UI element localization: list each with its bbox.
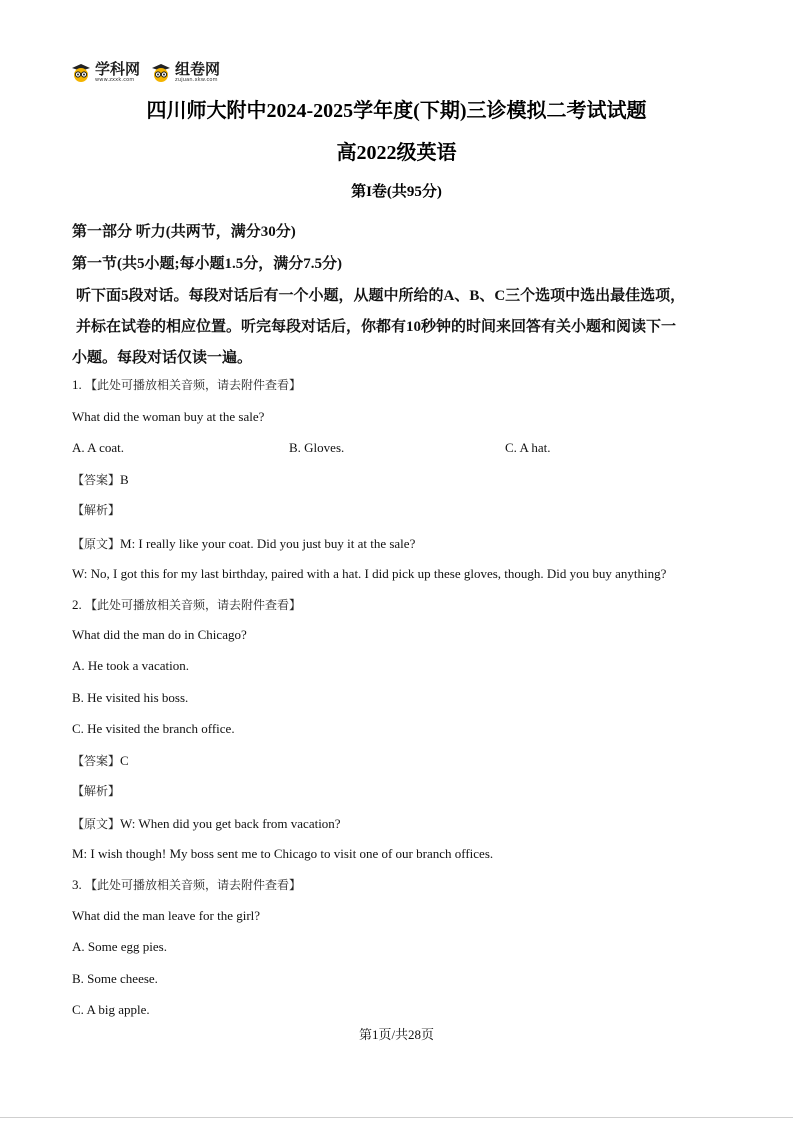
question-text: What did the man do in Chicago? (72, 627, 247, 642)
original-tag: 【原文】 (72, 817, 121, 831)
transcript-line (72, 815, 341, 832)
transcript-line (72, 535, 415, 552)
section-heading: 第一节(共5小题;每小题1.5分，满分7.5分) (72, 256, 342, 272)
answer-value: B (120, 472, 129, 487)
question-text: What did the man leave for the girl? (72, 908, 261, 923)
owl-icon (150, 61, 172, 83)
exam-subtitle: 高2022级英语 (336, 142, 457, 164)
part-heading: 第一部分 听力(共两节，满分30分) (72, 224, 296, 240)
transcript-line: W: No, I got this for my last birthday, paired with a hat. I did pick up these gloves, though. Did you buy anything? (72, 566, 667, 581)
transcript-text: W: When did you get back from vacation? (120, 816, 341, 831)
answer-tag: 【答案】 (72, 473, 121, 487)
question-audio-line (72, 596, 301, 613)
owl-icon (70, 61, 92, 83)
option-c: C. A hat. (505, 440, 551, 455)
question-number: 2. (72, 597, 82, 612)
transcript-text: M: I really like your coat. Did you just buy it at the sale? (120, 536, 416, 551)
instruction-line: 听下面5段对话。每段对话后有一个小题，从题中所给的A、B、C三个选项中选出最佳选项， (76, 288, 686, 304)
audio-link[interactable]: 【此处可播放相关音频，请去附件查看】 (85, 378, 302, 392)
audio-link[interactable]: 【此处可播放相关音频，请去附件查看】 (85, 598, 302, 612)
analysis-tag: 【解析】 (72, 784, 121, 798)
option-c: C. A big apple. (72, 1002, 150, 1017)
option-a: A. He took a vacation. (72, 658, 189, 673)
question-number: 3. (72, 877, 82, 892)
analysis-tag: 【解析】 (72, 503, 121, 517)
exam-title: 四川师大附中2024-2025学年度(下期)三诊模拟二考试试题 (146, 100, 647, 122)
question-audio-line (72, 376, 301, 393)
question-number: 1. (72, 377, 82, 392)
xuekewang-logo (70, 61, 140, 83)
logo-name: 学科网 (95, 60, 141, 78)
answer-line (72, 471, 129, 488)
page-number: 第1页/共28页 (358, 1027, 435, 1042)
logo-bar (70, 58, 220, 86)
option-a: A. A coat. (72, 440, 124, 455)
logo-url: www.zxxk.com (95, 77, 135, 83)
logo-url: zujuan.xkw.com (175, 77, 218, 83)
instruction-line: 并标在试卷的相应位置。听完每段对话后，你都有10秒钟的时间来回答有关小题和阅读下一 (76, 319, 677, 335)
transcript-line: M: I wish though! My boss sent me to Chicago to visit one of our branch offices. (72, 846, 494, 861)
question-audio-line (72, 876, 301, 893)
volume-heading: 第I卷(共95分) (351, 184, 442, 200)
question-text: What did the woman buy at the sale? (72, 409, 265, 424)
logo-name: 组卷网 (175, 60, 221, 78)
answer-value: C (120, 753, 129, 768)
page-divider (0, 1117, 793, 1118)
answer-tag: 【答案】 (72, 754, 121, 768)
option-a: A. Some egg pies. (72, 939, 167, 954)
instruction-line: 小题。每段对话仅读一遍。 (72, 350, 253, 366)
option-b: B. He visited his boss. (72, 690, 189, 705)
option-c: C. He visited the branch office. (72, 721, 235, 736)
option-b: B. Gloves. (289, 440, 345, 455)
answer-line (72, 752, 129, 769)
zujuanwang-logo (150, 61, 220, 83)
original-tag: 【原文】 (72, 537, 121, 551)
audio-link[interactable]: 【此处可播放相关音频，请去附件查看】 (85, 878, 302, 892)
option-b: B. Some cheese. (72, 971, 158, 986)
